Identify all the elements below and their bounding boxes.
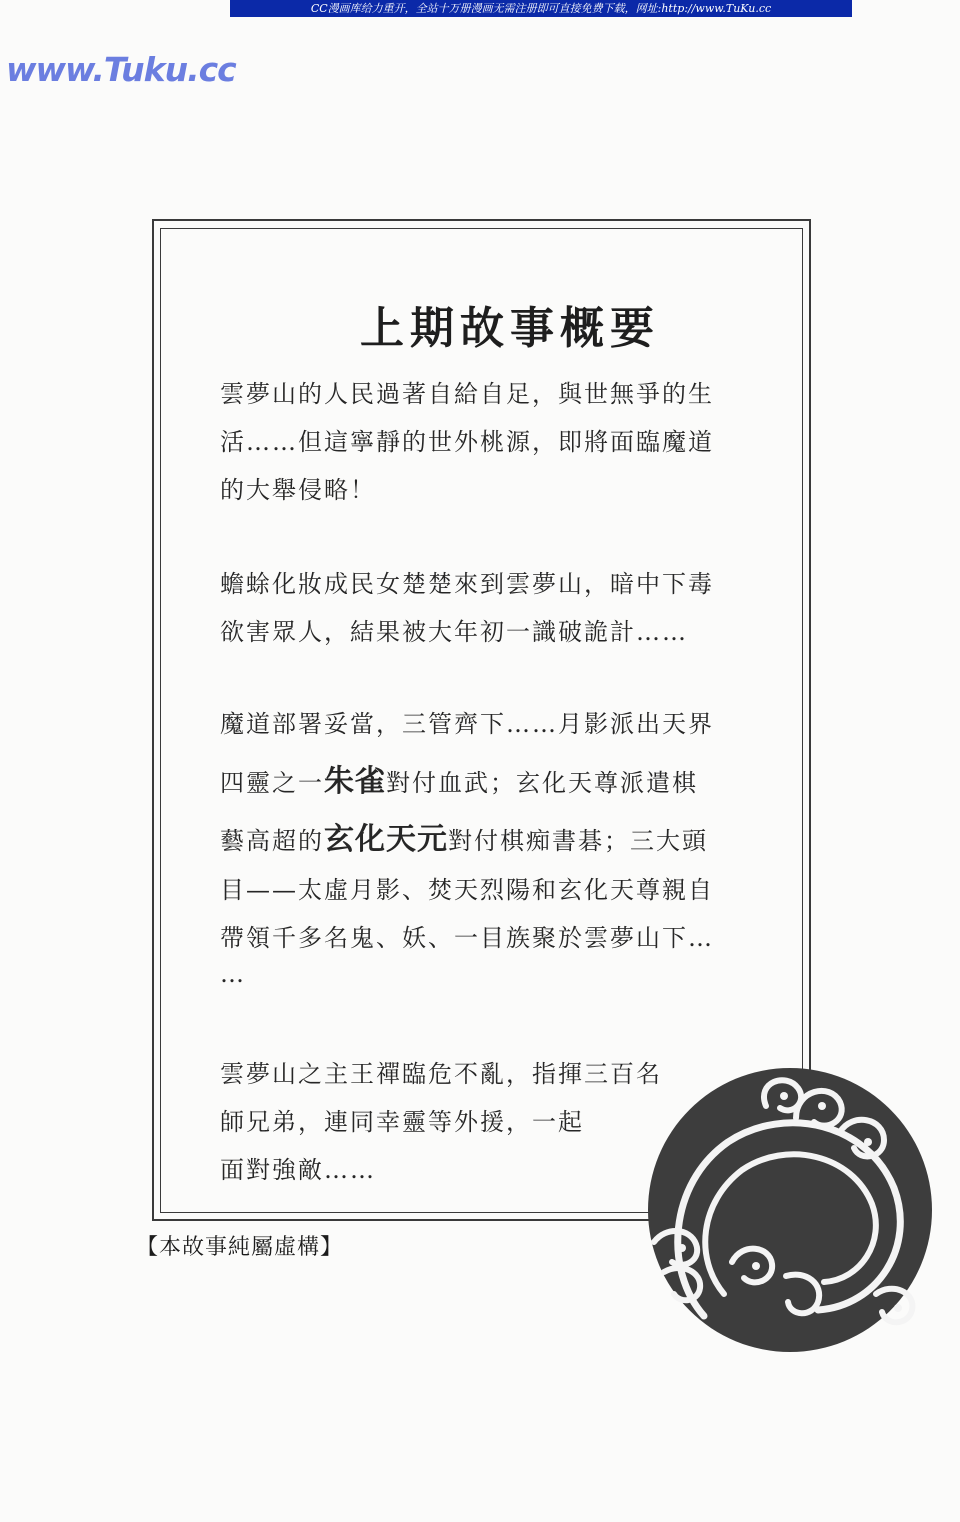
highlight-zhuque: 朱雀 <box>324 764 386 799</box>
paragraph-3-line-3-end: 對付棋痴書碁；三大頭 <box>448 827 708 855</box>
paragraph-3-line-4: 目——太虛月影、焚天烈陽和玄化天尊親自 <box>220 876 714 904</box>
paragraph-3-line-3 <box>220 814 708 858</box>
paragraph-1-line-2: 活……但這寧靜的世外桃源，即將面臨魔道 <box>220 428 714 456</box>
paragraph-4-line-1: 雲夢山之主王禪臨危不亂，指揮三百名 <box>220 1060 662 1088</box>
paragraph-3-line-2-start: 四靈之一 <box>220 769 324 797</box>
paragraph-2-line-2: 欲害眾人，結果被大年初一識破詭計…… <box>220 618 688 646</box>
top-banner[interactable]: CC漫画库给力重开，全站十万册漫画无需注册即可直接免费下载，网址:http://www.TuKu.cc <box>230 0 852 17</box>
paragraph-3-line-1: 魔道部署妥當，三管齊下……月影派出天界 <box>220 710 714 738</box>
paragraph-3-line-2 <box>220 756 698 800</box>
page-title: 上期故事概要 <box>360 303 660 354</box>
paragraph-3-line-5: 帶領千多名鬼、妖、一目族聚於雲夢山下… <box>220 924 714 952</box>
fiction-disclaimer: 【本故事純屬虛構】 <box>136 1235 344 1260</box>
highlight-xuanhua-tianyuan: 玄化天元 <box>324 822 448 857</box>
paragraph-1-line-1: 雲夢山的人民過著自給自足，與世無爭的生 <box>220 380 714 408</box>
paragraph-3-line-2-end: 對付血武；玄化天尊派遣棋 <box>386 769 698 797</box>
site-watermark: www.Tuku.cc <box>6 50 236 89</box>
cloud-swirl-emblem-icon <box>646 1066 934 1354</box>
paragraph-4-line-3: 面對強敵…… <box>220 1156 376 1184</box>
paragraph-3-line-6: … <box>220 960 246 988</box>
paragraph-2-line-1: 蟾蜍化妝成民女楚楚來到雲夢山，暗中下毒 <box>220 570 714 598</box>
paragraph-4-line-2: 師兄弟，連同幸靈等外援，一起 <box>220 1108 584 1136</box>
paragraph-1-line-3: 的大舉侵略！ <box>220 476 376 504</box>
paragraph-3-line-3-start: 藝高超的 <box>220 827 324 855</box>
